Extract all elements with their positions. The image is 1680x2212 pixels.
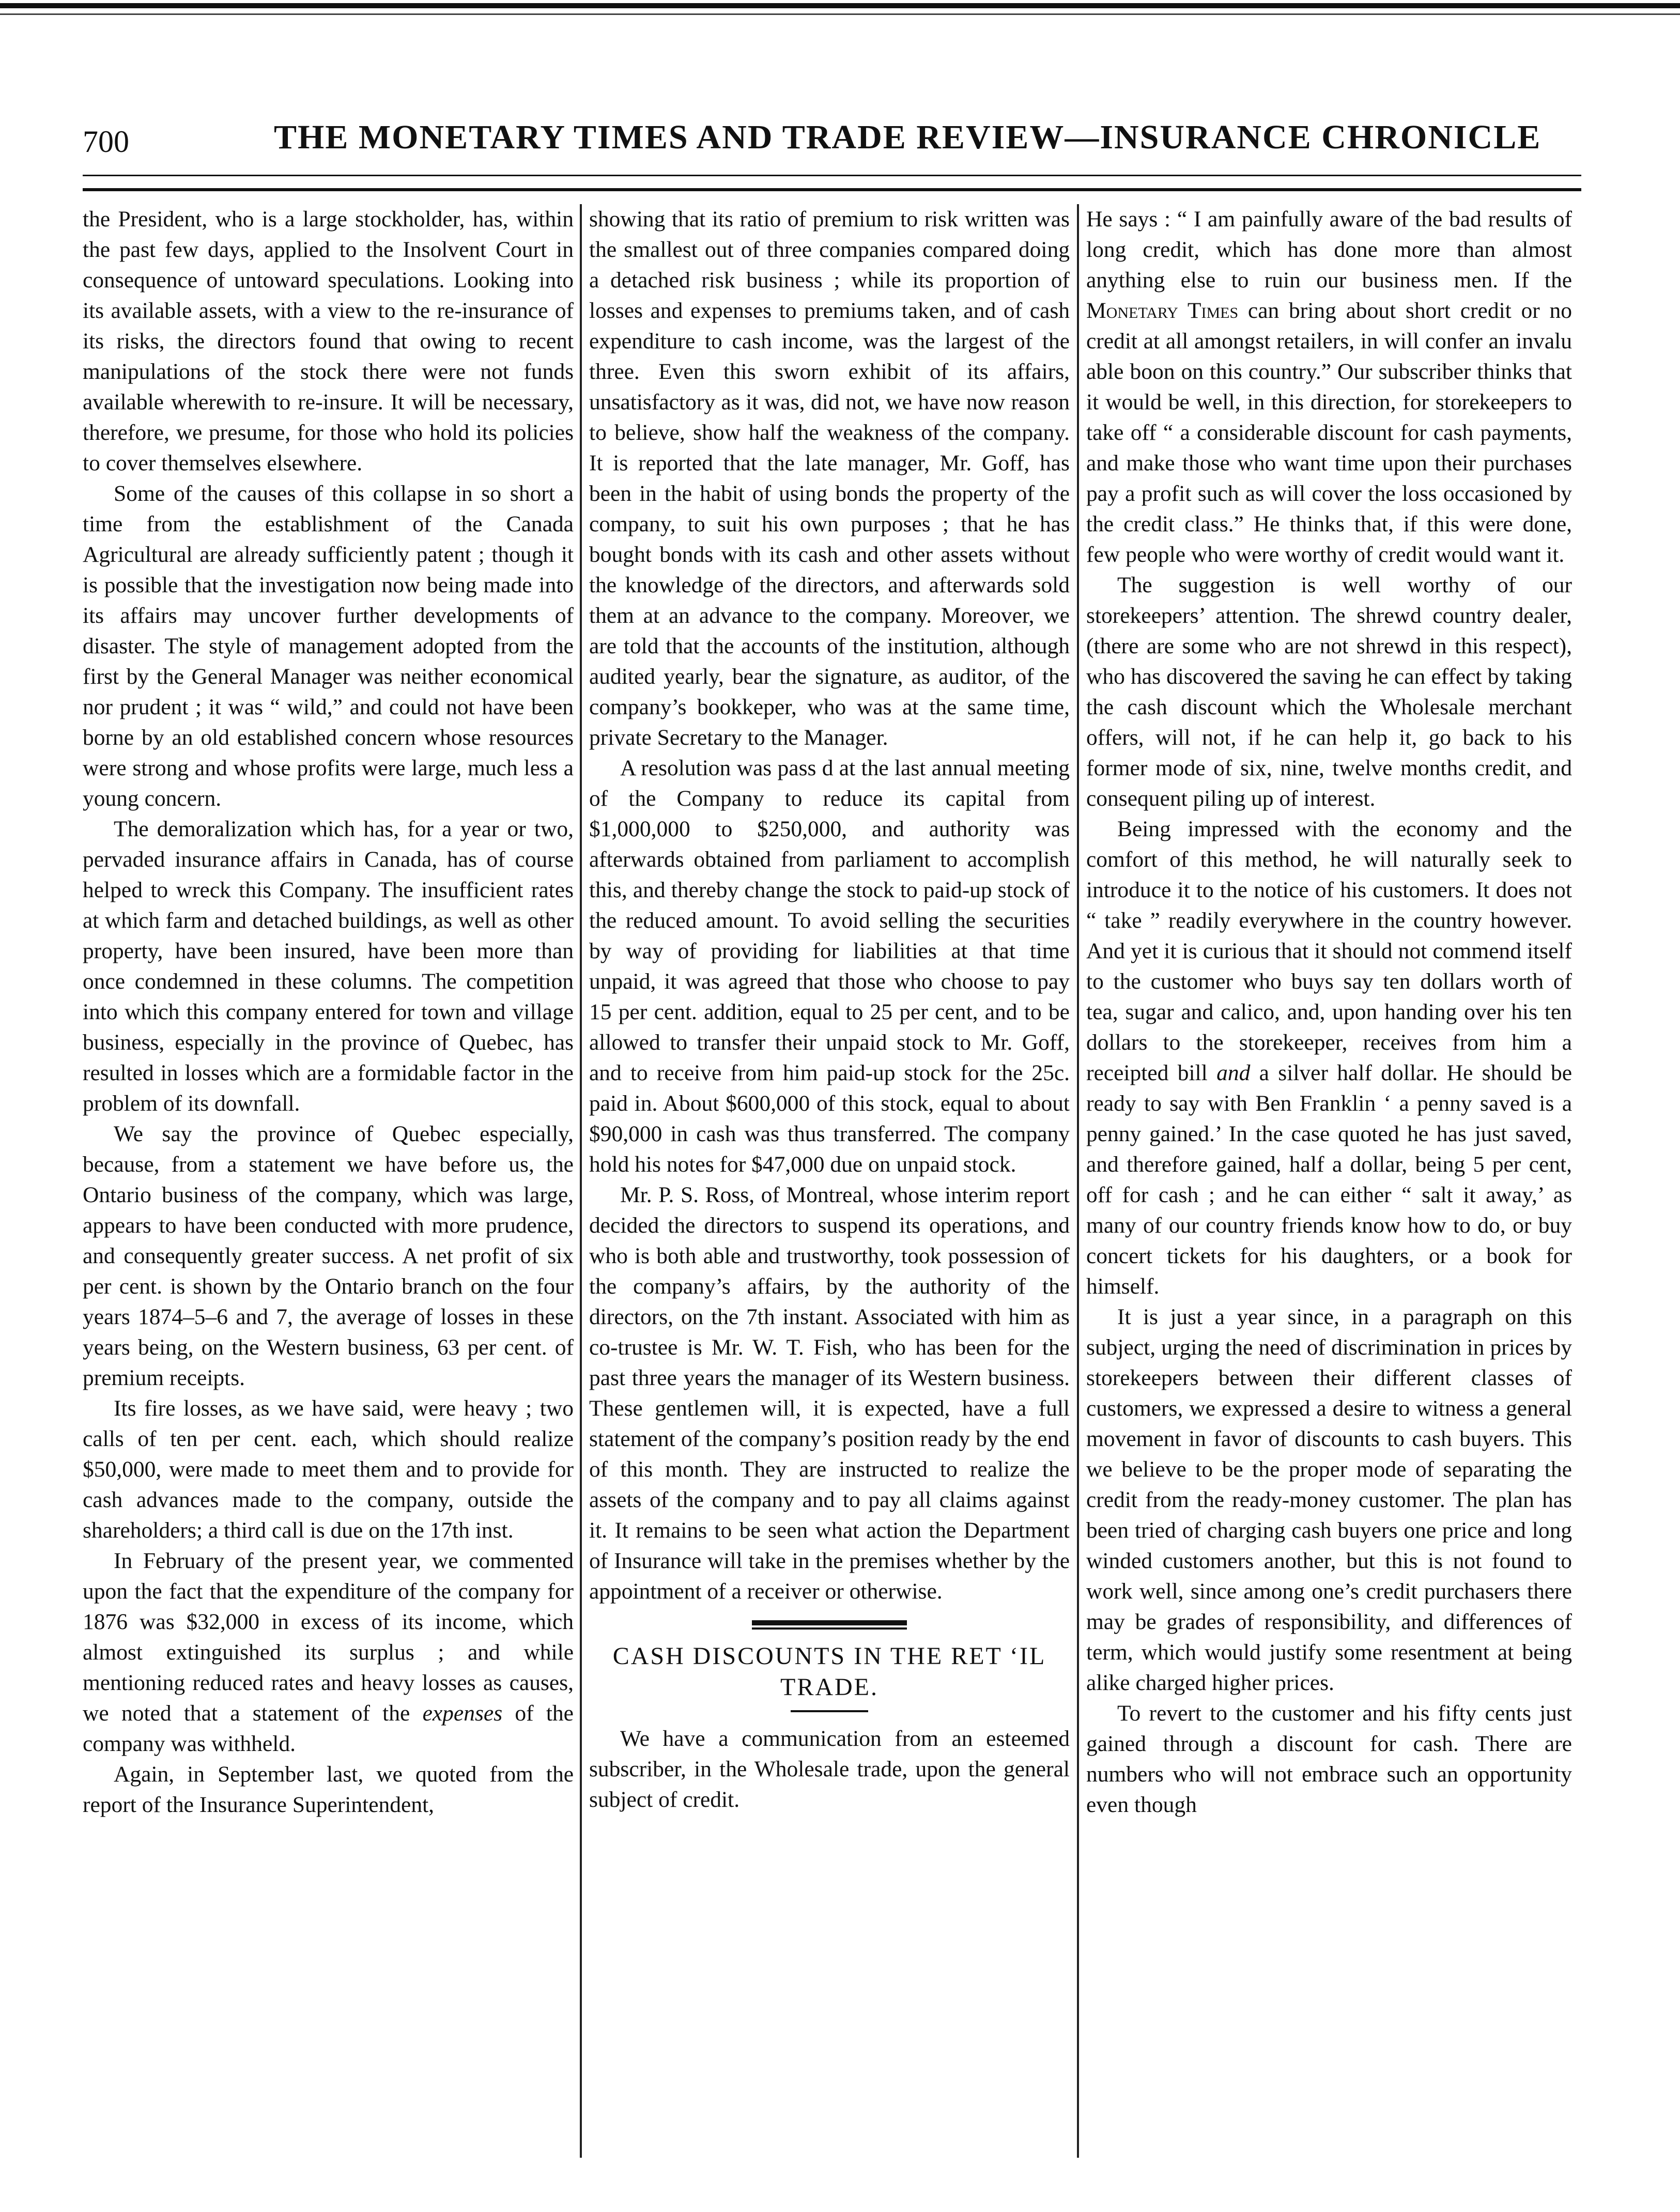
paragraph: It is just a year since, in a paragraph on this subject, urging the need of discrimination in prices by storekeepers between their different classes of customers, we expressed a desire to witness a general movement in favor of discounts to cash buyers. This we believe to be the proper mode of separating the credit from the ready-money customer. The plan has been tried of charging cash buyers one price and long winded customers another, but this is not found to work well, since among one’s credit purchasers there may be grades of responsibility, and differences of term, which would justify some resentment at being alike charged higher prices. [1086,1304,1572,1695]
paragraph: To revert to the customer and his fifty cents just gained through a discount for cash. There are numbers who will not embrace such an opportunity even though [1086,1701,1572,1817]
header-rule-thick [83,188,1581,191]
text-run: of the company was withheld. [83,1701,574,1756]
section-heading-line: TRADE. [780,1673,878,1701]
text-run: a silver half dollar. He should be ready to say with Ben Franklin ‘ a penny saved is a penny gained.’ In the case quoted he has just saved, and therefore gained, half a dollar, being 5 per cent, off for cash ; and he can either “ salt it away,’ as many of our country friends know how to do, or buy concert tickets for his daughters, or a book for himself. [1086,1061,1572,1299]
paragraph: The demoralization which has, for a year or two, pervaded insurance affairs in Canada, has of course helped to wreck this Company. The insufficient rates at which farm and detached buildings, as well as other property, have been insured, have been more than once condemned in these columns. The competition into which this company entered for town and village business, especially in the province of Quebec, has resulted in losses which are a formidable factor in the problem of its downfall. [83,817,574,1116]
italic-word: and [1216,1061,1251,1085]
paragraph [83,1546,574,1759]
paragraph [1086,814,1572,1302]
column-3 [1086,204,1572,2158]
italic-word: expenses [422,1701,503,1726]
publication-name: Monetary Times [1086,298,1239,323]
paragraph: We have a communication from an esteemed subscriber, in the Wholesale trade, upon the general subject of credit. [589,1726,1070,1812]
section-heading-line: CASH DISCOUNTS IN THE RET ‘IL [612,1642,1046,1670]
page-number: 700 [83,125,129,159]
text-run: In February of the present year, we commented upon the fact that the expenditure of the company for 1876 was $32,000 in excess of its income, which almost extinguished its surplus ; and while mentioning reduced rates and heavy losses as causes, we noted that a statement of the [83,1548,574,1726]
paragraph: Its fire losses, as we have said, were heavy ; two calls of ten per cent. each, which should realize $50,000, were made to meet them and to provide for cash advances made to the company, outside the shareholders; a third call is due on the 17th inst. [83,1396,574,1543]
column-divider [1077,204,1079,2158]
header-rule-thin [83,175,1581,176]
running-title: THE MONETARY TIMES AND TRADE REVIEW—INSURANCE CHRONICLE [274,118,1542,156]
paragraph: We say the province of Quebec especially, because, from a statement we have before us, the Ontario business of the company, which was large, appears to have been conducted with more prudence, and consequently greater success. A net profit of six per cent. is shown by the Ontario branch on the four years 1874–5–6 and 7, the average of losses in these years being, on the Western business, 63 per cent. of premium receipts. [83,1122,574,1390]
section-rule [752,1620,907,1625]
paragraph: the President, who is a large stockholder, has, within the past few days, applied to the Insolvent Court in consequence of untoward speculations. Looking into its available assets, with a view to the re-insurance of its risks, the directors found that owing to recent manipulations of the stock there were not funds available wherewith to re-insure. It will be necessary, therefore, we presume, for those who hold its policies to cover themselves elsewhere. [83,207,574,475]
paragraph: The suggestion is well worthy of our storekeepers’ attention. The shrewd country dealer, (there are some who are not shrewd in this respect), who has discovered the saving he can effect by taking the cash discount which the Wholesale merchant offers, will not, if he can help it, go back to his former mode of six, nine, twelve months credit, and consequent piling up of interest. [1086,573,1572,811]
section-heading [589,1641,1070,1703]
page-header [83,118,1597,170]
column-divider [580,204,582,2158]
column-2 [589,204,1070,2158]
paragraph: Some of the causes of this collapse in so short a time from the establishment of the Canada Agricultural are already sufficiently patent ; though it is possible that the investigation now being made into its affairs may uncover further developments of disaster. The style of management adopted from the first by the General Manager was neither economical nor prudent ; it was “ wild,” and could not have been borne by an old established concern whose resources were strong and whose profits were large, much less a young concern. [83,481,574,811]
paragraph [1086,204,1572,570]
paragraph: Mr. P. S. Ross, of Montreal, whose interim report decided the directors to suspend its operations, and who is both able and trustworthy, took possession of the company’s affairs, by the authority of the directors, on the 7th instant. Associated with him as co-trustee is Mr. W. T. Fish, who has been for the past three years the manager of its Western business. These gentlemen will, it is expected, have a full statement of the company’s position ready by the end of this month. They are instructed to realize the assets of the company and to pay all claims against it. It remains to be seen what action the Department of Insurance will take in the premises whether by the appointment of a receiver or otherwise. [589,1182,1070,1604]
text-run: can bring about short credit or no credit at all amongst retailers, in will confer an invalu able boon on this country.” Our subscriber thinks that it would be well, in this direction, for storekeepers to take off “ a considerable discount for cash payments, and make those who want time upon their purchases pay a profit such as will cover the loss occasioned by the credit class.” He thinks that, if this were done, few people who were worthy of credit would want it. [1086,298,1572,567]
section-rule-thin [752,1627,907,1630]
paragraph: A resolution was pass d at the last annual meeting of the Company to reduce its capital from $1,000,000 to $250,000, and authority was afterwards obtained from parliament to accomplish this, and thereby change the stock to paid-up stock of the reduced amount. To avoid selling the securities by way of providing for liabilities at that time unpaid, it was agreed that those who choose to pay 15 per cent. addition, equal to 25 per cent, and to be allowed to transfer their unpaid stock to Mr. Goff, and to receive from him paid-up stock for the 25c. paid in. About $600,000 of this stock, equal to about $90,000 in cash was thus transferred. The company hold his notes for $47,000 due on unpaid stock. [589,756,1070,1177]
top-border-rule-thin [0,13,1680,15]
column-1 [83,204,574,2158]
heading-underline-rule [791,1710,868,1712]
text-run: He says : “ I am painfully aware of the bad results of long credit, which has done more than almost anything else to ruin our business men. If the [1086,207,1572,293]
paragraph: Again, in September last, we quoted from the report of the Insurance Superintendent, [83,1762,574,1817]
text-run: Being impressed with the economy and the comfort of this method, he will naturally seek to introduce it to the notice of his customers. It does not “ take ” readily everywhere in the country however. And yet it is curious that it should not commend itself to the customer who buys say ten dollars worth of tea, sugar and calico, and, upon handing over his ten dollars to the storekeeper, receives from him a receipted bill [1086,817,1572,1085]
paragraph: showing that its ratio of premium to risk written was the smallest out of three companies compared doing a detached risk business ; while its proportion of losses and expenses to premiums taken, and of cash expenditure to cash income, was the largest of the three. Even this sworn exhibit of its affairs, unsatisfactory as it was, did not, we have now reason to believe, show half the weakness of the company. It is reported that the late manager, Mr. Goff, has been in the habit of using bonds the property of the company, to suit his own purposes ; that he has bought bonds with its cash and other assets without the knowledge of the directors, and afterwards sold them at an advance to the company. Moreover, we are told that the accounts of the institution, although audited yearly, bear the signature, as auditor, of the company’s bookkeper, who was at the same time, private Secretary to the Manager. [589,207,1070,750]
top-border-rule [0,3,1680,8]
